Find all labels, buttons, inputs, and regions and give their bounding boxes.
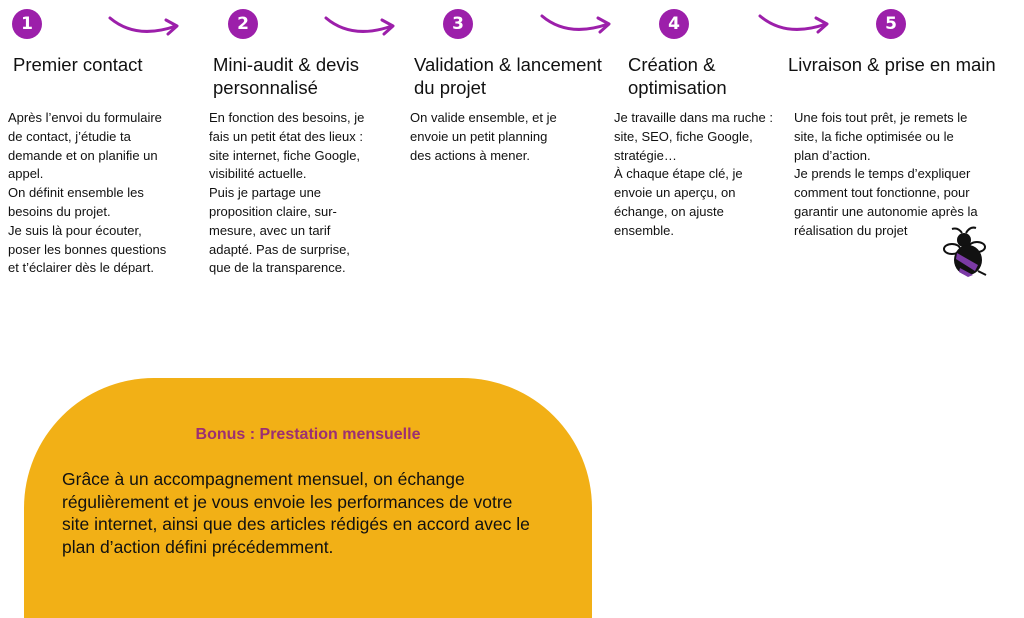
bonus-text: Grâce à un accompagnement mensuel, on échange régulièrement et je vous envoie les performances de votre site internet, ainsi que des articles rédigés en accord avec le plan d’action défini précédemment. [62, 469, 530, 557]
step-4-text: Je travaille dans ma ruche : site, SEO, fiche Google, stratégie… À chaque étape clé, je envoie un aperçu, on échange, on ajuste ensemble. [614, 110, 773, 238]
step-3-title: Validation & lancement du projet [414, 54, 602, 98]
step-3-number: 3 [443, 9, 473, 39]
step-1-number: 1 [12, 9, 42, 39]
curved-arrow-icon [756, 8, 832, 38]
curved-arrow-icon [538, 8, 614, 38]
step-2-text: En fonction des besoins, je fais un petit état des lieux : site internet, fiche Google, visibilité actuelle. Puis je partage une proposition claire, sur- mesure, avec un tarif adapté. Pas de surprise, que de la transparence. [209, 110, 365, 276]
step-1-title: Premier contact [13, 54, 143, 75]
step-2-number: 2 [228, 9, 258, 39]
step-4-title: Création & optimisation [628, 54, 727, 98]
step-4-number: 4 [659, 9, 689, 39]
step-2-title: Mini-audit & devis personnalisé [213, 54, 360, 98]
bonus-panel [24, 378, 592, 618]
step-5-title: Livraison & prise en main [788, 54, 996, 75]
step-1-text: Après l’envoi du formulaire de contact, j’étudie ta demande et on planifie un appel. On définit ensemble les besoins du projet. Je suis là pour écouter, poser les bonnes questions et t’éclairer dès le départ. [8, 110, 167, 276]
step-3-text: On valide ensemble, et je envoie un petit planning des actions à mener. [410, 110, 557, 163]
curved-arrow-icon [322, 10, 398, 40]
bonus-title: Bonus : Prestation mensuelle [195, 426, 421, 443]
step-5-number: 5 [876, 9, 906, 39]
curved-arrow-icon [106, 10, 182, 40]
bee-icon [940, 225, 992, 279]
step-5-text: Une fois tout prêt, je remets le site, la fiche optimisée ou le plan d’action. Je prends le temps d’expliquer comment tout fonctionne, pour garantir une autonomie après la réalisation du projet [794, 110, 978, 238]
